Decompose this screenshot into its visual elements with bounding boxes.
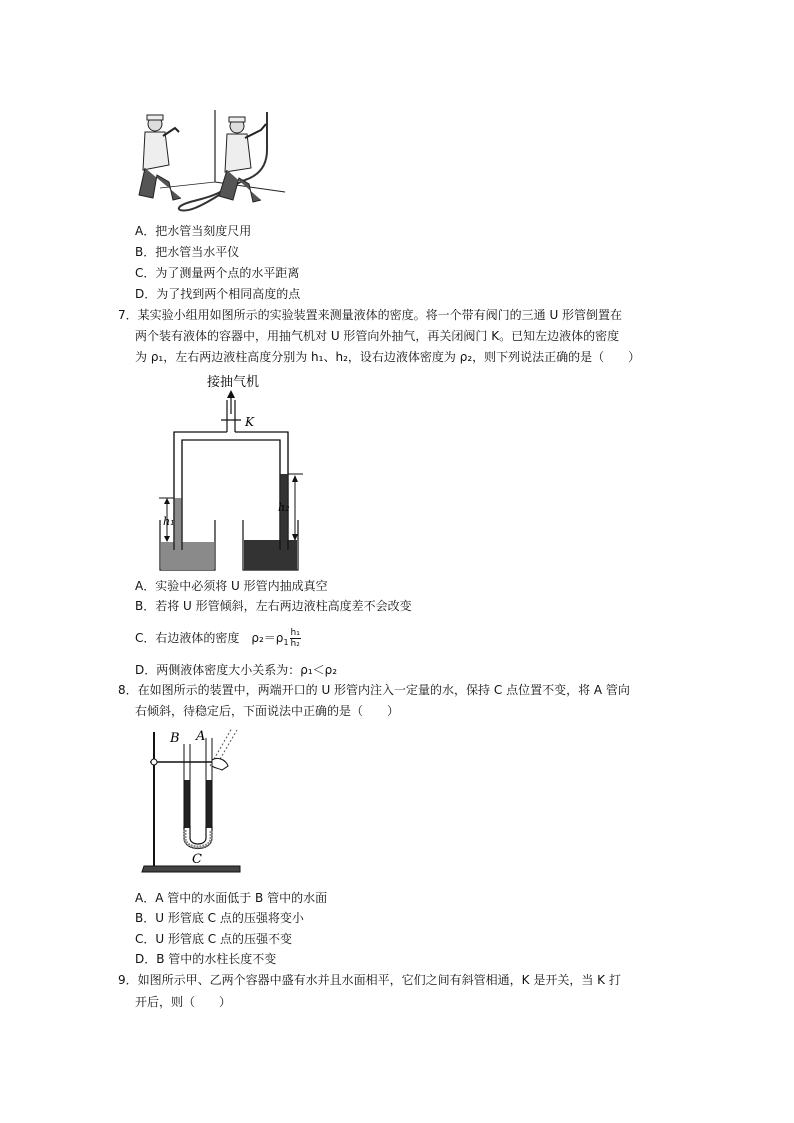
q7-option-d: D．两侧液体密度大小关系为：ρ₁＜ρ₂ (135, 663, 338, 677)
q7-option-b: B．若将 U 形管倾斜，左右两边液柱高度差不会改变 (135, 599, 412, 613)
q8-option-a: A．A 管中的水面低于 B 管中的水面 (135, 891, 328, 905)
q8-option-d: D．B 管中的水柱长度不变 (135, 952, 277, 966)
q7-stem: 7．某实验小组用如图所示的实验装置来测量液体的密度。将一个带有阀门的三通 U 形管倒置在 (118, 308, 623, 322)
label-c: C (192, 852, 202, 867)
q7-stem-line2: 两个装有液体的容器中，用抽气机对 U 形管向外抽气，再关闭阀门 K。已知左边液体的密度 (135, 329, 620, 343)
q7-option-c: C．右边液体的密度 $\rho_2=\rho_1$ $\frac{\text{h₁}}{\text{h₂}}$ (135, 628, 300, 649)
h2-label: h₂ (278, 501, 290, 514)
q9-stem-line2: 开后，则（ ） (135, 995, 232, 1009)
q6-option-a: A．把水管当刻度尺用 (135, 224, 252, 238)
q6-option-c: C．为了测量两个点的水平距离 (135, 266, 300, 280)
q7-option-a: A．实验中必须将 U 形管内抽成真空 (135, 579, 328, 593)
label-a: A (196, 729, 206, 744)
h1-label: h₁ (163, 515, 175, 528)
q8-option-b: B．U 形管底 C 点的压强将变小 (135, 911, 304, 925)
q8-option-c: C．U 形管底 C 点的压强不变 (135, 932, 292, 946)
q8-stem: 8．在如图所示的装置中，两端开口的 U 形管内注入一定量的水，保持 C 点位置不变，将 A 管向 (118, 683, 630, 697)
q8-u-tube-figure (140, 726, 250, 874)
workers-hose-figure (135, 110, 285, 212)
q6-option-d: D．为了找到两个相同高度的点 (135, 287, 301, 301)
pump-label: 接抽气机 (207, 375, 260, 390)
q9-stem: 9．如图所示甲、乙两个容器中盛有水并且水面相平，它们之间有斜管相通，K 是开关，当 K 打 (118, 973, 621, 987)
q8-stem-line2: 右倾斜，待稳定后，下面说法中正确的是（ ） (135, 704, 400, 718)
q7-stem-line3: 为 ρ₁，左右两边液柱高度分别为 h₁、h₂，设右边液体密度为 ρ₂，则下列说法正确的是（ ） (135, 350, 641, 364)
q7-apparatus-figure (155, 370, 320, 572)
label-b: B (170, 731, 180, 746)
valve-k-label: K (245, 415, 254, 429)
q6-option-b: B．把水管当水平仪 (135, 245, 240, 259)
